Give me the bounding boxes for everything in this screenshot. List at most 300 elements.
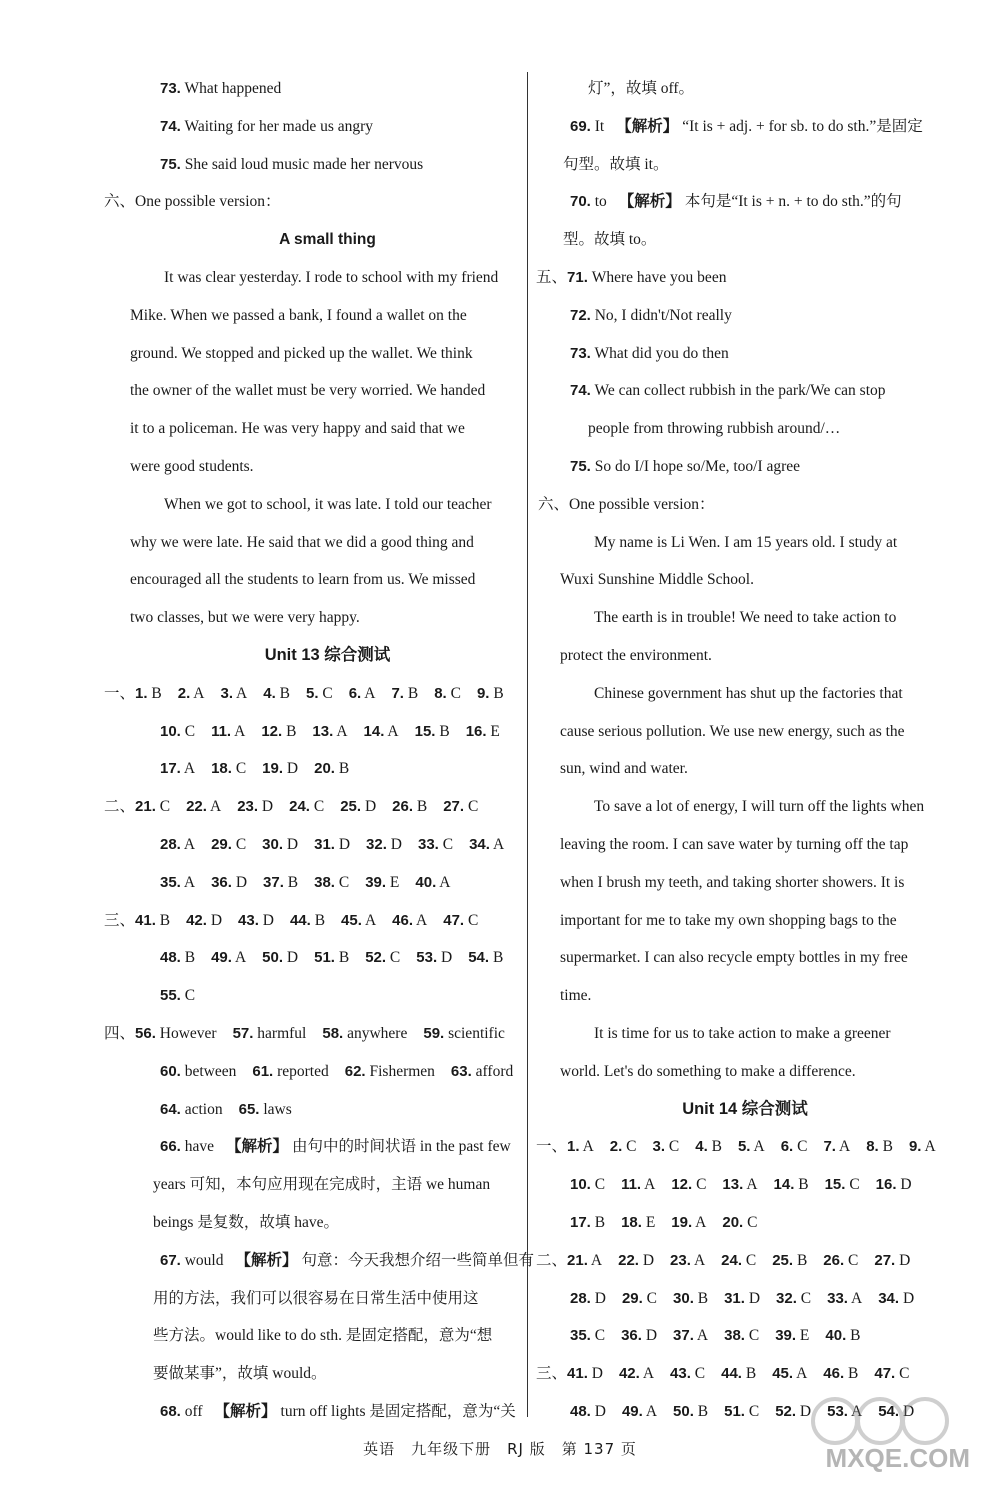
question-number: 3.: [652, 1138, 666, 1156]
answer-value: D: [591, 1365, 603, 1383]
answer-item: [610, 1128, 637, 1166]
question-number: 42.: [186, 911, 207, 929]
text-line: [130, 599, 525, 637]
answer-item: [866, 1128, 893, 1166]
answer-value: B: [745, 1365, 757, 1383]
answer-item: [263, 675, 290, 713]
explanation-text: 句意：今天我想介绍一些简单但有: [301, 1251, 535, 1269]
answer-item: [724, 1393, 759, 1431]
explanation-text: 本句是“It is + n. + to do sth.”的句: [684, 193, 902, 211]
answer-value: A: [234, 722, 246, 740]
watermark-text: MXQE.COM: [825, 1443, 970, 1473]
answer-item: [776, 1280, 811, 1318]
answer-value: A: [645, 1402, 658, 1420]
answer-item: [233, 1015, 307, 1053]
answer-value: A: [416, 911, 428, 929]
question-number: 35.: [570, 1327, 591, 1345]
text-line: [536, 259, 950, 297]
question-number: 28.: [570, 1289, 591, 1307]
essay-line: leaving the room. I can save water by turning off the tap: [560, 835, 909, 853]
question-number: 19.: [262, 760, 284, 778]
question-number: 52.: [365, 949, 387, 967]
text-line: [540, 713, 950, 751]
question-number: 16.: [875, 1176, 897, 1194]
answer-item: [724, 1317, 759, 1355]
question-number: 37.: [673, 1327, 694, 1345]
answer-value: B: [850, 1327, 861, 1345]
answer-value: D: [286, 949, 299, 967]
text-line: [130, 1053, 525, 1091]
answer-value: B: [492, 949, 504, 967]
answer-value: It: [594, 117, 605, 135]
answer-text: What happened: [184, 80, 282, 97]
answer-value: E: [389, 873, 400, 891]
answer-value: A: [439, 873, 451, 891]
text-line: [540, 1053, 950, 1091]
answer-item: [622, 1280, 657, 1318]
text-line: [540, 902, 950, 940]
answer-item: [423, 1015, 505, 1053]
question-number: 54.: [878, 1402, 900, 1420]
question-number: 6.: [780, 1138, 794, 1156]
text-line: [104, 183, 525, 221]
text-line: [540, 1280, 950, 1318]
answer-value: action: [184, 1100, 223, 1118]
answer-value: B: [151, 684, 162, 702]
answer-item: [670, 1242, 705, 1280]
question-number: 5.: [305, 684, 319, 702]
question-number: 66.: [160, 1138, 181, 1156]
answer-item: [211, 864, 247, 902]
essay-line: Chinese government has shut up the factories that: [594, 684, 903, 702]
answer-text: What did you do then: [594, 344, 729, 362]
answer-item: [772, 1355, 807, 1393]
text-line: [130, 1242, 535, 1280]
section-title: One possible version：: [135, 193, 281, 211]
essay-line: were good students.: [130, 457, 254, 475]
question-number: 53.: [827, 1402, 848, 1420]
text-line: [540, 788, 950, 826]
answer-value: C: [747, 1213, 758, 1231]
answer-item: [570, 1204, 605, 1242]
answer-item: [416, 939, 452, 977]
question-number: 8.: [434, 684, 447, 702]
answer-item: [314, 939, 349, 977]
answer-item: [825, 1166, 860, 1204]
answer-item: [695, 1128, 722, 1166]
answer-item: [721, 1242, 756, 1280]
text-line: [540, 183, 950, 221]
answer-text: No, I didn't/Not really: [594, 306, 732, 324]
question-number: 46.: [392, 911, 413, 929]
essay-line: Mike. When we passed a bank, I found a wallet on the: [130, 306, 467, 324]
essay-title: A small thing: [279, 231, 376, 249]
answer-item: [567, 1355, 603, 1393]
answer-item: [823, 1128, 850, 1166]
text-line: [104, 1015, 525, 1053]
answer-value: A: [364, 911, 377, 929]
answer-value: C: [745, 1251, 757, 1269]
answer-text: We can collect rubbish in the park/We can stop: [594, 382, 886, 400]
answer-value: A: [695, 1213, 707, 1231]
explanation-text: 型。故填 to。: [563, 231, 657, 249]
question-number: 73.: [160, 80, 181, 97]
question-number: 58.: [322, 1024, 344, 1042]
question-number: 44.: [289, 911, 311, 929]
answer-item: [135, 902, 170, 940]
answer-value: C: [467, 798, 479, 816]
answer-value: D: [902, 1402, 915, 1420]
text-line: [540, 146, 950, 184]
question-number: 43.: [670, 1365, 691, 1383]
answer-value: C: [748, 1327, 760, 1345]
text-line: [130, 1393, 525, 1431]
answer-value: C: [594, 1176, 606, 1194]
explanation-text: “It is + adj. + for sb. to do sth.”是固定: [682, 117, 923, 135]
answer-value: would: [184, 1251, 224, 1269]
question-number: 50.: [673, 1402, 694, 1420]
question-number: 60.: [160, 1062, 181, 1080]
question-number: 43.: [238, 911, 259, 929]
essay-line: ground. We stopped and picked up the wallet. We think: [130, 344, 473, 362]
question-number: 18.: [211, 760, 232, 778]
answer-value: B: [711, 1138, 722, 1156]
question-number: 45.: [772, 1365, 794, 1383]
answer-value: B: [416, 798, 428, 816]
question-number: 38.: [314, 873, 335, 891]
question-number: 72.: [570, 306, 591, 324]
answer-item: [261, 713, 296, 751]
question-number: 73.: [570, 344, 591, 362]
answer-text: people from throwing rubbish around/…: [588, 420, 841, 438]
text-line: [540, 750, 950, 788]
text-line: [130, 864, 525, 902]
answer-value: A: [236, 684, 248, 702]
answer-item: [415, 864, 450, 902]
answer-value: C: [467, 911, 479, 929]
explanation-text: 用的方法，我们可以很容易在日常生活中使用这: [153, 1289, 479, 1307]
answer-value: harmful: [257, 1024, 307, 1042]
essay-line: why we were late. He said that we did a good thing and: [130, 533, 474, 551]
answer-item: [825, 1317, 860, 1355]
answer-value: A: [183, 835, 196, 853]
answer-item: [738, 1128, 765, 1166]
answer-value: A: [387, 722, 399, 740]
answer-value: A: [693, 1251, 706, 1269]
answer-value: D: [286, 760, 299, 778]
text-line: [540, 826, 950, 864]
answer-value: A: [746, 1176, 758, 1194]
question-number: 74.: [160, 117, 181, 135]
answer-item: [570, 1393, 606, 1431]
answer-value: C: [442, 835, 454, 853]
question-number: 15.: [414, 722, 436, 740]
text-line: [540, 297, 950, 335]
answer-value: C: [797, 1138, 808, 1156]
question-number: 24.: [289, 798, 310, 816]
question-number: 40.: [825, 1327, 847, 1345]
answer-value: between: [184, 1062, 237, 1080]
question-number: 59.: [423, 1024, 445, 1042]
question-number: 13.: [722, 1176, 744, 1194]
question-number: 9.: [908, 1138, 922, 1156]
answer-item: [443, 902, 478, 940]
question-number: 41.: [135, 911, 156, 929]
text-line: [104, 675, 525, 713]
answer-value: A: [364, 684, 376, 702]
unit14-title: Unit 14 综合测试: [682, 1099, 808, 1118]
answer-item: [673, 1393, 708, 1431]
answer-value: E: [490, 722, 500, 740]
answer-item: [621, 1204, 655, 1242]
question-number: 15.: [824, 1176, 846, 1194]
answer-value: A: [209, 798, 222, 816]
answer-item: [365, 939, 400, 977]
answer-value: have: [184, 1138, 214, 1156]
question-number: 39.: [365, 873, 387, 891]
question-number: 1.: [135, 684, 148, 702]
answer-item: [724, 1280, 760, 1318]
answer-value: C: [646, 1289, 658, 1307]
question-number: 23.: [670, 1251, 691, 1269]
essay-line: it to a policeman. He was very happy and said that we: [130, 420, 465, 438]
answer-item: [237, 788, 273, 826]
answer-item: [314, 826, 350, 864]
text-line: [130, 561, 525, 599]
section-title: One possible version：: [569, 495, 715, 513]
question-number: 8.: [866, 1138, 879, 1156]
answer-item: [262, 939, 298, 977]
text-line: [130, 108, 525, 146]
answer-item: [252, 1053, 328, 1091]
text-line: [540, 637, 950, 675]
answer-item: [671, 1204, 706, 1242]
answer-value: B: [594, 1213, 606, 1231]
section-label: 四、: [104, 1023, 136, 1042]
question-number: 7.: [391, 684, 404, 702]
question-number: 34.: [469, 835, 490, 853]
question-number: 9.: [476, 684, 490, 702]
question-number: 11.: [211, 722, 232, 740]
essay-line: To save a lot of energy, I will turn off the lights when: [594, 798, 925, 816]
answer-value: C: [626, 1138, 637, 1156]
question-number: 64.: [160, 1100, 181, 1118]
question-number: 22.: [186, 798, 207, 816]
question-number: 30.: [262, 835, 284, 853]
question-number: 65.: [238, 1100, 260, 1118]
answer-item: [653, 1128, 680, 1166]
text-line: [540, 599, 950, 637]
answer-item: [160, 977, 195, 1015]
answer-value: C: [849, 1176, 860, 1194]
question-number: 3.: [220, 684, 234, 702]
text-line: [540, 1015, 950, 1053]
answer-item: [619, 1355, 654, 1393]
question-number: 27.: [874, 1251, 896, 1269]
question-number: 48.: [570, 1402, 591, 1420]
question-number: 20.: [722, 1213, 744, 1231]
text-line: [540, 70, 950, 108]
answer-text: Where have you been: [591, 268, 727, 286]
question-number: 30.: [673, 1289, 694, 1307]
section-label: 三、: [104, 910, 136, 929]
answer-value: A: [851, 1289, 863, 1307]
text-line: [540, 1166, 950, 1204]
answer-item: [364, 713, 399, 751]
answer-text: Waiting for her made us angry: [184, 117, 374, 135]
answer-item: [570, 1166, 605, 1204]
explanation-text: 由句中的时间状语 in the past few: [292, 1138, 511, 1156]
question-number: 26.: [823, 1251, 845, 1269]
question-number: 70.: [570, 193, 591, 211]
answer-value: C: [184, 722, 196, 740]
answer-item: [621, 1166, 655, 1204]
answer-item: [621, 1317, 657, 1355]
question-number: 21.: [135, 798, 156, 816]
text-line: [540, 675, 950, 713]
answer-item: [392, 788, 427, 826]
question-number: 67.: [160, 1251, 181, 1269]
question-number: 46.: [823, 1365, 845, 1383]
answer-value: C: [748, 1402, 760, 1420]
question-number: 35.: [160, 873, 181, 891]
question-number: 32.: [776, 1289, 797, 1307]
answer-value: B: [314, 911, 326, 929]
explanation-text: 句型。故填 it。: [563, 155, 669, 173]
answer-value: C: [159, 798, 171, 816]
answer-value: D: [642, 1251, 655, 1269]
answer-item: [345, 1053, 435, 1091]
answer-value: A: [839, 1138, 851, 1156]
text-line: [130, 1280, 525, 1318]
question-number: 7.: [823, 1138, 836, 1156]
text-line: [130, 410, 525, 448]
answer-item: [349, 675, 376, 713]
question-number: 52.: [775, 1402, 797, 1420]
answer-item: [673, 1280, 708, 1318]
answer-item: [466, 713, 500, 751]
answer-item: [618, 1242, 654, 1280]
text-line: [540, 448, 950, 486]
question-number: 5.: [737, 1138, 751, 1156]
question-number: 19.: [671, 1213, 693, 1231]
answer-value: C: [668, 1138, 680, 1156]
question-number: 10.: [570, 1176, 591, 1194]
essay-line: Wuxi Sunshine Middle School.: [560, 571, 754, 589]
question-number: 12.: [671, 1176, 693, 1194]
essay-line: important for me to take my own shopping bags to the: [560, 911, 897, 929]
answer-item: [392, 902, 427, 940]
question-number: 2.: [177, 684, 191, 702]
question-number: 40.: [415, 873, 437, 891]
answer-item: [469, 826, 504, 864]
answer-value: A: [924, 1138, 936, 1156]
essay-line: cause serious pollution. We use new energy, such as the: [560, 722, 905, 740]
answer-item: [262, 750, 298, 788]
answer-value: anywhere: [347, 1024, 408, 1042]
question-number: 2.: [609, 1138, 623, 1156]
text-line: [130, 524, 525, 562]
answer-item: [221, 675, 248, 713]
answer-value: C: [848, 1251, 859, 1269]
question-number: 57.: [232, 1024, 254, 1042]
answer-item: [434, 675, 461, 713]
question-number: 13.: [312, 722, 334, 740]
answer-value: A: [851, 1402, 863, 1420]
question-number: 14.: [773, 1176, 795, 1194]
answer-value: B: [338, 760, 350, 778]
answer-value: D: [645, 1327, 658, 1345]
answer-value: D: [902, 1289, 915, 1307]
answer-value: scientific: [448, 1024, 505, 1042]
answer-value: C: [696, 1176, 707, 1194]
question-number: 14.: [363, 722, 385, 740]
answer-value: C: [389, 949, 401, 967]
answer-value: B: [279, 684, 290, 702]
question-number: 34.: [878, 1289, 900, 1307]
answer-item: [721, 1355, 756, 1393]
text-line: [540, 1204, 950, 1242]
essay-line: when I brush my teeth, and taking shorter showers. It is: [560, 873, 905, 891]
answer-value: B: [796, 1251, 808, 1269]
answer-value: A: [696, 1327, 709, 1345]
answer-item: [781, 1128, 808, 1166]
answer-item: [874, 1242, 910, 1280]
answer-item: [262, 826, 298, 864]
text-line: [538, 486, 950, 524]
text-line: [130, 448, 525, 486]
answer-text: So do I/I hope so/Me, too/I agree: [594, 457, 801, 475]
text-line: [540, 372, 950, 410]
question-number: 18.: [621, 1213, 642, 1231]
answer-value: laws: [263, 1100, 292, 1118]
question-number: 42.: [618, 1365, 640, 1383]
text-line: [130, 335, 525, 373]
answer-value: D: [364, 798, 377, 816]
answer-item: [211, 826, 246, 864]
answer-value: B: [697, 1402, 709, 1420]
explanation-text: 些方法。would like to do sth. 是固定搭配，意为“想: [153, 1327, 493, 1345]
question-number: 36.: [621, 1327, 642, 1345]
question-number: 31.: [724, 1289, 745, 1307]
answer-value: B: [439, 722, 450, 740]
answer-item: [671, 1166, 706, 1204]
question-number: 56.: [135, 1024, 156, 1042]
answer-value: A: [183, 873, 196, 891]
answer-item: [477, 675, 504, 713]
answer-value: C: [184, 987, 196, 1005]
section-label: 二、: [104, 797, 136, 816]
question-number: 22.: [618, 1251, 639, 1269]
answer-item: [570, 1317, 605, 1355]
answer-item: [722, 1204, 757, 1242]
answer-value: C: [322, 684, 333, 702]
text-line: [130, 70, 525, 108]
question-number: 27.: [443, 798, 465, 816]
question-number: 29.: [211, 835, 232, 853]
answer-value: A: [183, 760, 196, 778]
text-line: [130, 1355, 525, 1393]
answer-item: [160, 1091, 223, 1129]
answer-value: Fishermen: [369, 1062, 435, 1080]
answer-item: [722, 1166, 757, 1204]
text-line: [540, 561, 950, 599]
question-number: 50.: [262, 949, 284, 967]
answer-item: [443, 788, 478, 826]
question-number: 38.: [724, 1327, 745, 1345]
question-number: 49.: [621, 1402, 643, 1420]
answer-item: [365, 864, 399, 902]
